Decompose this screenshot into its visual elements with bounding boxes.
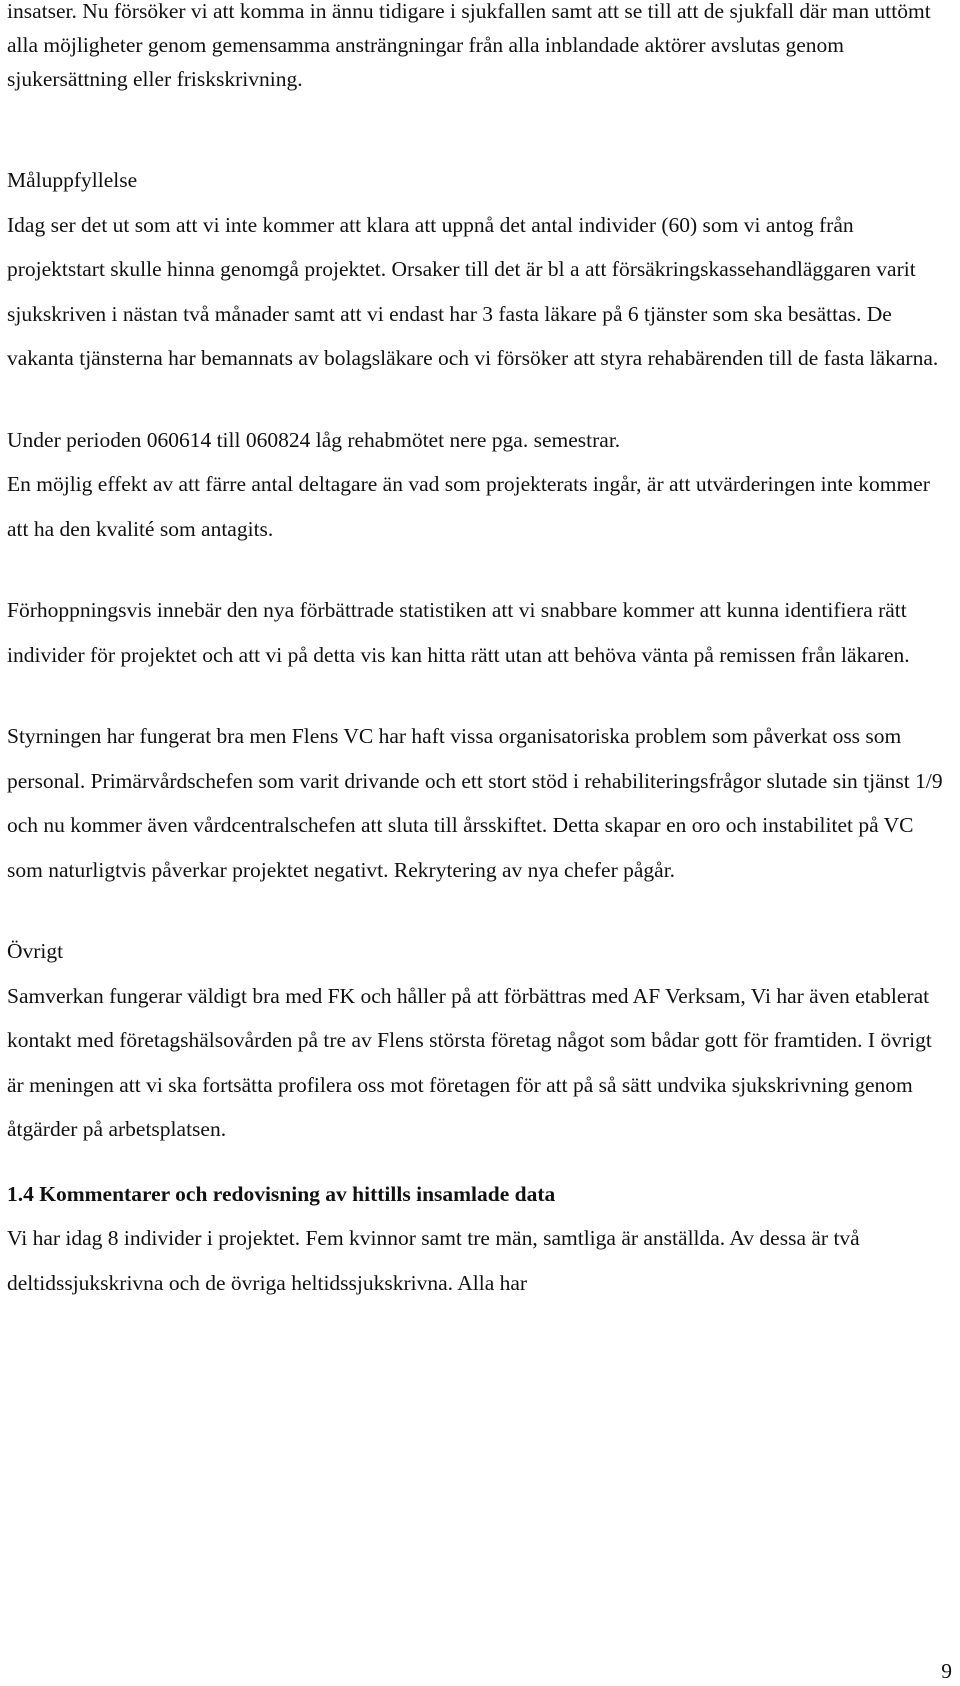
styrning-paragraph: Styrningen har fungerat bra men Flens VC har haft vissa organisatoriska problem som påverkat oss som personal. Primärvårdschefen som varit drivande och ett stort stöd i rehabiliteringsfrågor slutade sin tjänst 1/9 och nu kommer även vårdcentralschefen att sluta till årsskiftet. Detta skapar en oro och instabilitet på VC som naturligtvis påverkar projektet negativt. Rekrytering av nya chefer pågår. (7, 724, 943, 882)
section-heading: 1.4 Kommentarer och redovisning av hittills insamlade data (7, 1181, 556, 1206)
maluppfyllelse-heading: Måluppfyllelse (7, 168, 138, 192)
ovrigt-paragraph: Samverkan fungerar väldigt bra med FK och håller på att förbättras med AF Verksam, Vi har även etablerat kontakt med företagshälsovården på tre av Flens största företag något som bådar gott för framtiden. I övrigt är meningen att vi ska fortsätta profilera oss mot företagen för att på så sätt undvika sjukskrivning genom åtgärder på arbetsplatsen. (7, 983, 932, 1141)
maluppfyllelse-paragraph: Idag ser det ut som att vi inte kommer att klara att uppnå det antal individer (60) som vi antog från projektstart skulle hinna genomgå projektet. Orsaker till det är bl a att försäkringskassehandläggaren varit sjukskriven i nästan två månader samt att vi endast har 3 fasta läkare på 6 tjänster som ska besättas. De vakanta tjänsterna har bemannats av bolagsläkare och vi försöker att styra rehabärenden till de fasta läkarna. (7, 212, 939, 370)
forhoppning-paragraph: Förhoppningsvis innebär den nya förbättrade statistiken att vi snabbare kommer att kunna identifiera rätt individer för projektet och att vi på detta vis kan hitta rätt utan att behöva vänta på remissen från läkaren. (7, 598, 910, 667)
section-paragraph: Vi har idag 8 individer i projektet. Fem kvinnor samt tre män, samtliga är anställda. Av dessa är två deltidssjukskrivna och de övriga heltidssjukskrivna. Alla har (7, 1226, 860, 1295)
period-paragraph: Under perioden 060614 till 060824 låg rehabmötet nere pga. semestrar. (7, 427, 621, 452)
ovrigt-heading: Övrigt (7, 939, 64, 963)
intro-paragraph: insatser. Nu försöker vi att komma in ännu tidigare i sjukfallen samt att se till att de sjukfall där man uttömt alla möjligheter genom gemensamma ansträngningar från alla inblandade aktörer avslutas genom sjukersättning eller friskskrivning. (7, 0, 931, 91)
effekt-paragraph: En möjlig effekt av att färre antal deltagare än vad som projekterats ingår, är att utvärderingen inte kommer att ha den kvalité som antagits. (7, 472, 930, 541)
document-page (7, 0, 947, 1305)
page-number: 9 (941, 1659, 952, 1683)
